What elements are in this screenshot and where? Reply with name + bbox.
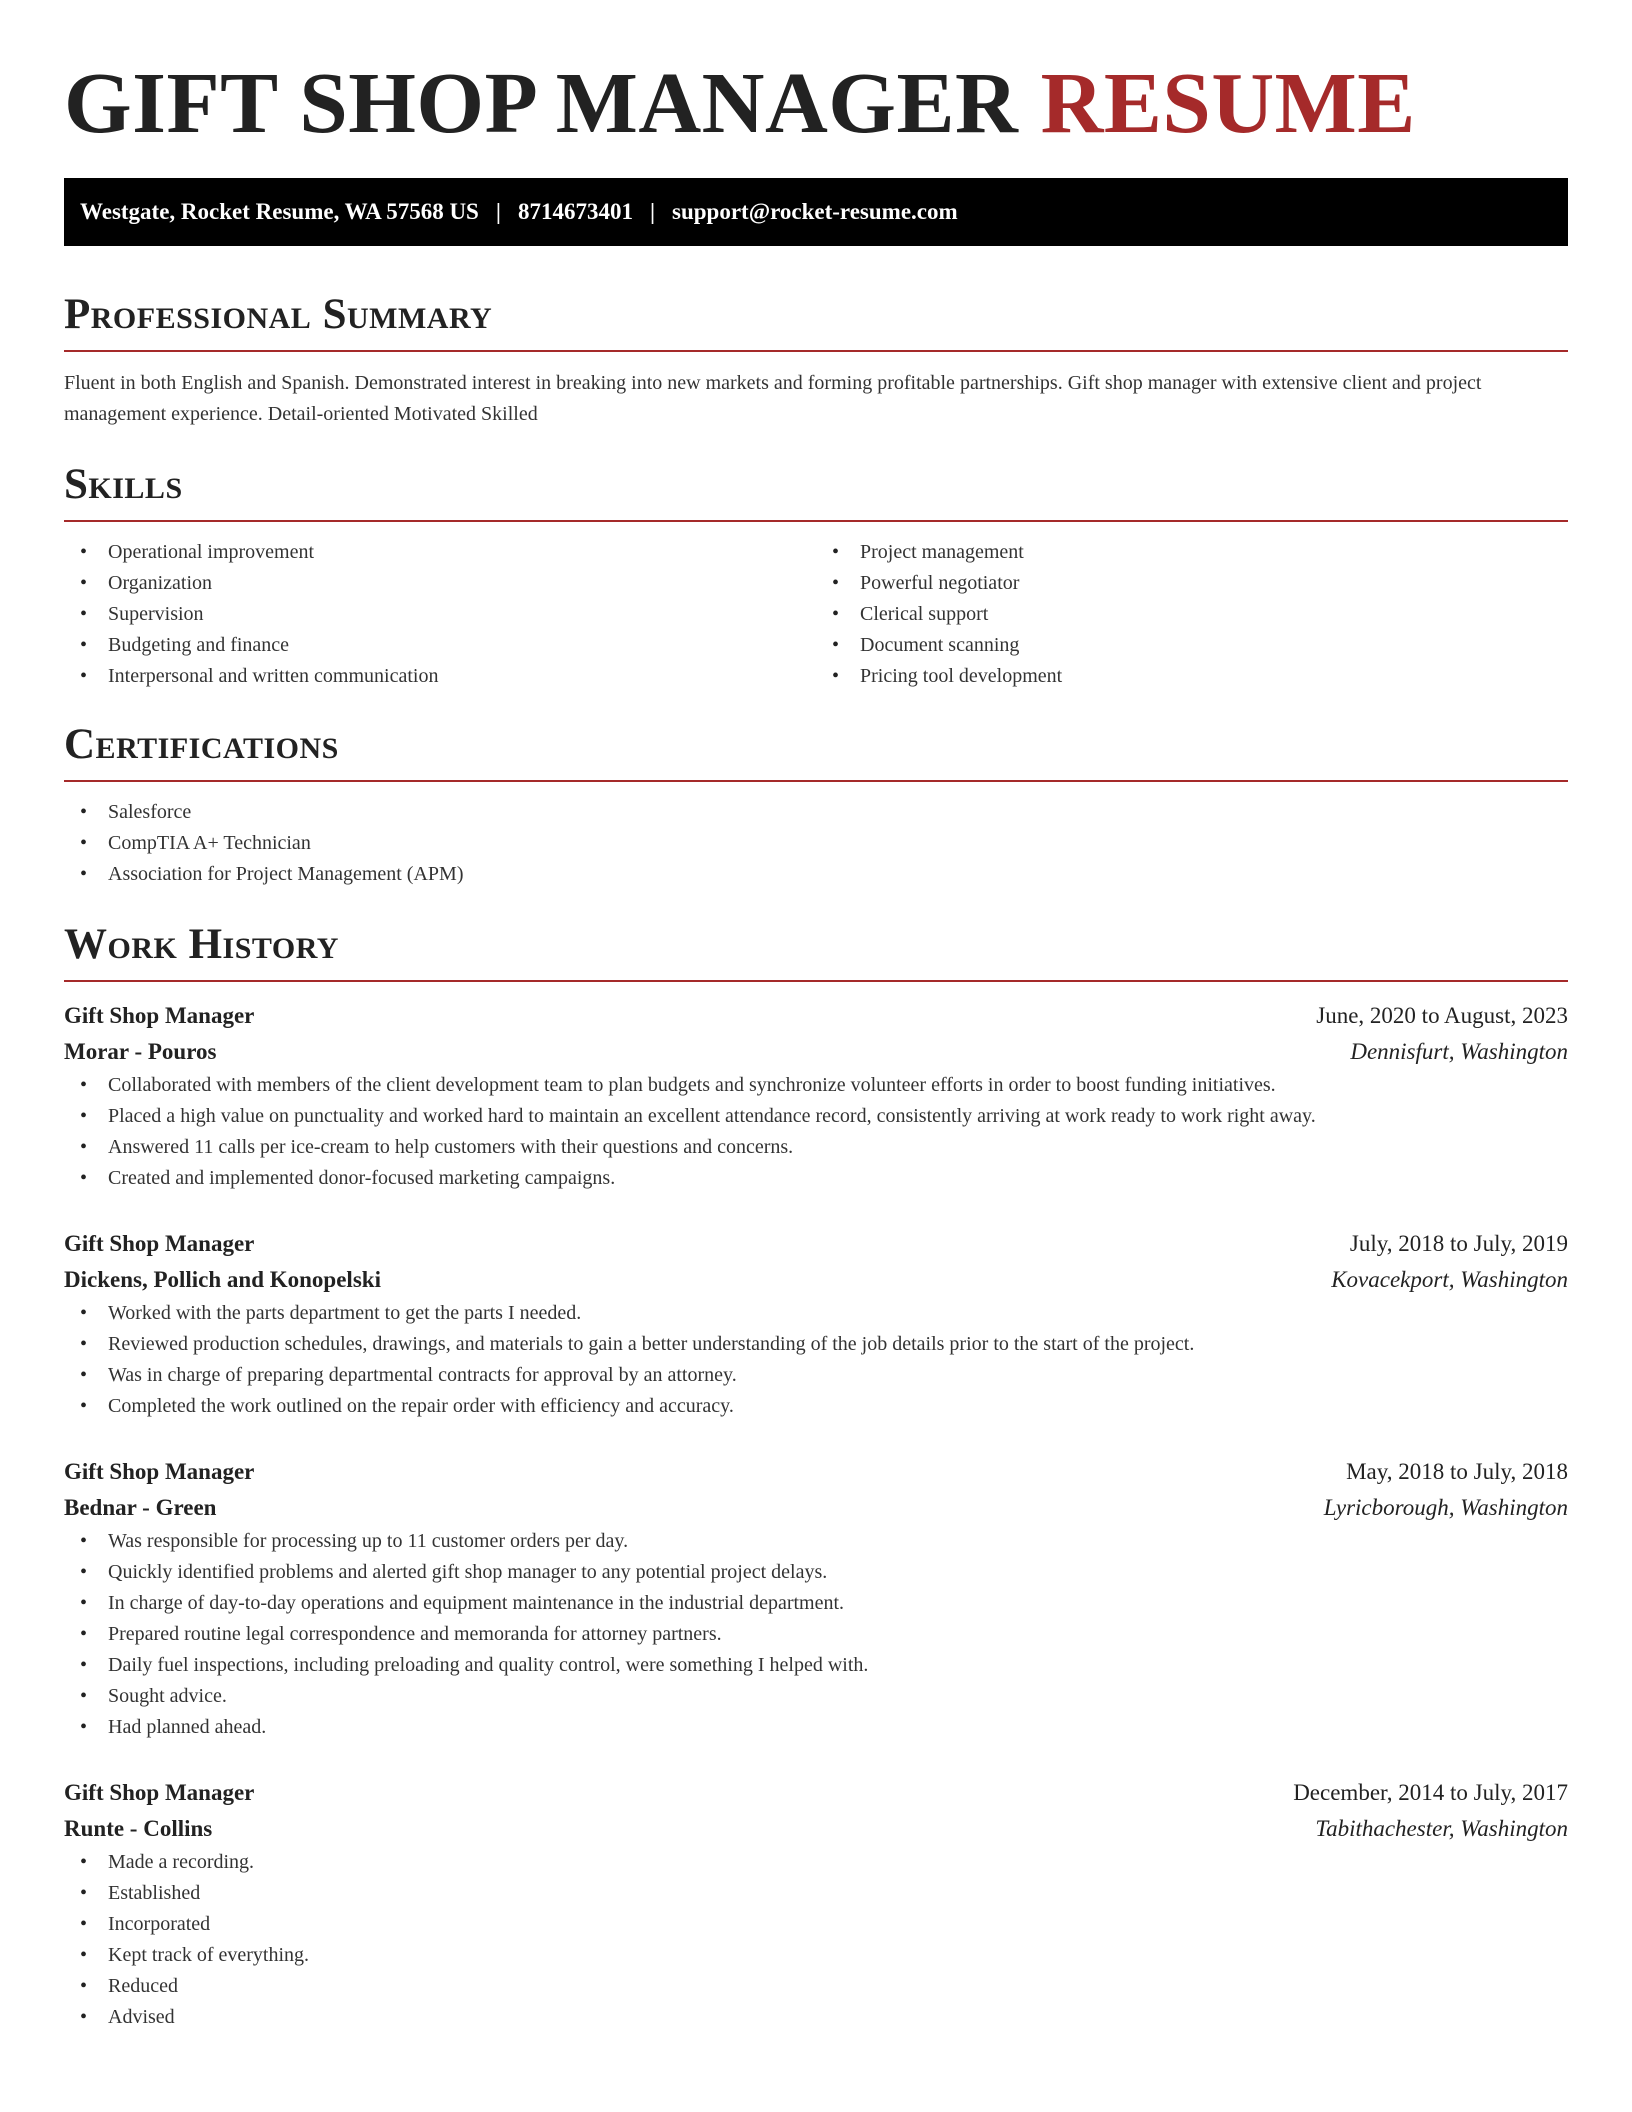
job-bullet: • Established [64, 1878, 1568, 1909]
contact-email: support@rocket-resume.com [672, 199, 958, 224]
job-bullet: • Reduced [64, 1971, 1568, 2002]
job-dates: May, 2018 to July, 2018 [1346, 1459, 1568, 1484]
job-dates: July, 2018 to July, 2019 [1349, 1231, 1568, 1256]
resume-title-main: GIFT SHOP MANAGER [64, 54, 1019, 151]
job-bullet: • Sought advice. [64, 1681, 1568, 1712]
job-title-row [64, 998, 1568, 1034]
job-bullet: • Incorporated [64, 1909, 1568, 1940]
job-bullets [64, 1526, 1568, 1743]
job-bullet: • Quickly identified problems and alerted gift shop manager to any potential project delays. [64, 1557, 1568, 1588]
job-bullet: • Kept track of everything. [64, 1940, 1568, 1971]
contact-bar [64, 178, 1568, 246]
job-company-row [64, 1490, 1568, 1526]
certifications-heading: Certifications [64, 721, 339, 768]
contact-separator: | [649, 199, 656, 224]
job-entry [64, 998, 1568, 1194]
job-bullet: • Daily fuel inspections, including preloading and quality control, were something I helped with. [64, 1650, 1568, 1681]
job-company-row [64, 1034, 1568, 1070]
skills-heading: Skills [64, 461, 183, 508]
contact-separator: | [495, 199, 501, 224]
skill-item: • Supervision [64, 599, 816, 630]
section-divider [64, 780, 1568, 782]
section-divider [64, 520, 1568, 522]
job-bullet: • Prepared routine legal correspondence and memoranda for attorney partners. [64, 1619, 1568, 1650]
skill-item: • Powerful negotiator [816, 568, 1568, 599]
job-bullet: • Completed the work outlined on the repair order with efficiency and accuracy. [64, 1391, 1568, 1422]
job-location: Kovacekport, Washington [1331, 1267, 1568, 1292]
summary-section [64, 290, 1568, 430]
job-entry [64, 1775, 1568, 2033]
resume-title-accent: RESUME [1040, 54, 1416, 151]
job-entry [64, 1226, 1568, 1422]
job-bullets [64, 1847, 1568, 2033]
job-company-row [64, 1811, 1568, 1847]
skill-item: • Project management [816, 537, 1568, 568]
job-bullet: • Placed a high value on punctuality and worked hard to maintain an excellent attendance record, consistently arriving at work ready to work right away. [64, 1101, 1568, 1132]
skill-item: • Clerical support [816, 599, 1568, 630]
job-location: Tabithachester, Washington [1315, 1816, 1568, 1841]
job-company: Morar - Pouros [64, 1039, 217, 1064]
contact-phone: 8714673401 [517, 199, 633, 224]
job-bullet: • Collaborated with members of the client development team to plan budgets and synchronize volunteer efforts in order to boost funding initiatives. [64, 1070, 1568, 1101]
skill-item: • Operational improvement [64, 537, 816, 568]
skill-item: • Document scanning [816, 630, 1568, 661]
job-title: Gift Shop Manager [64, 1231, 255, 1256]
section-divider [64, 350, 1568, 352]
section-divider [64, 980, 1568, 982]
job-bullet: • Advised [64, 2002, 1568, 2033]
job-location: Lyricborough, Washington [1323, 1495, 1568, 1520]
job-title: Gift Shop Manager [64, 1780, 255, 1805]
work-history-section [64, 920, 1568, 2033]
certification-item: • Salesforce [64, 797, 1568, 828]
certification-item: • CompTIA A+ Technician [64, 828, 1568, 859]
skills-grid [64, 537, 1568, 692]
skill-item: • Budgeting and finance [64, 630, 816, 661]
certifications-section [64, 720, 1568, 890]
skills-list-left [64, 537, 816, 692]
job-title: Gift Shop Manager [64, 1459, 255, 1484]
certification-item: • Association for Project Management (APM) [64, 859, 1568, 890]
job-bullet: • Had planned ahead. [64, 1712, 1568, 1743]
job-location: Dennisfurt, Washington [1350, 1039, 1568, 1064]
skill-item: • Organization [64, 568, 816, 599]
job-bullet: • Created and implemented donor-focused marketing campaigns. [64, 1163, 1568, 1194]
job-bullet: • Worked with the parts department to get the parts I needed. [64, 1298, 1568, 1329]
skills-list-right [816, 537, 1568, 692]
job-bullet: • Answered 11 calls per ice-cream to help customers with their questions and concerns. [64, 1132, 1568, 1163]
job-bullet: • In charge of day-to-day operations and equipment maintenance in the industrial department. [64, 1588, 1568, 1619]
job-dates: December, 2014 to July, 2017 [1293, 1780, 1568, 1805]
job-title-row [64, 1226, 1568, 1262]
work-history-heading: Work History [64, 921, 339, 968]
job-company: Bednar - Green [64, 1495, 217, 1520]
job-bullet: • Was in charge of preparing departmental contracts for approval by an attorney. [64, 1360, 1568, 1391]
resume-title [64, 56, 1568, 150]
skills-section [64, 460, 1568, 692]
job-bullet: • Was responsible for processing up to 11 customer orders per day. [64, 1526, 1568, 1557]
summary-heading: Professional Summary [64, 291, 493, 338]
skill-item: • Pricing tool development [816, 661, 1568, 692]
contact-address: Westgate, Rocket Resume, WA 57568 US [80, 199, 479, 224]
job-entry [64, 1454, 1568, 1743]
job-bullets [64, 1070, 1568, 1194]
summary-text: Fluent in both English and Spanish. Demonstrated interest in breaking into new markets and forming profitable partnerships. Gift shop manager with extensive client and project management experience. Detail-oriented Motivated Skilled [64, 372, 1482, 425]
job-dates: June, 2020 to August, 2023 [1316, 1003, 1568, 1028]
job-bullet: • Reviewed production schedules, drawings, and materials to gain a better understanding of the job details prior to the start of the project. [64, 1329, 1568, 1360]
job-company: Dickens, Pollich and Konopelski [64, 1267, 381, 1292]
job-company-row [64, 1262, 1568, 1298]
job-title: Gift Shop Manager [64, 1003, 255, 1028]
job-title-row [64, 1454, 1568, 1490]
job-bullets [64, 1298, 1568, 1422]
certifications-list [64, 797, 1568, 890]
job-bullet: • Made a recording. [64, 1847, 1568, 1878]
job-title-row [64, 1775, 1568, 1811]
job-company: Runte - Collins [64, 1816, 213, 1841]
skill-item: • Interpersonal and written communication [64, 661, 816, 692]
